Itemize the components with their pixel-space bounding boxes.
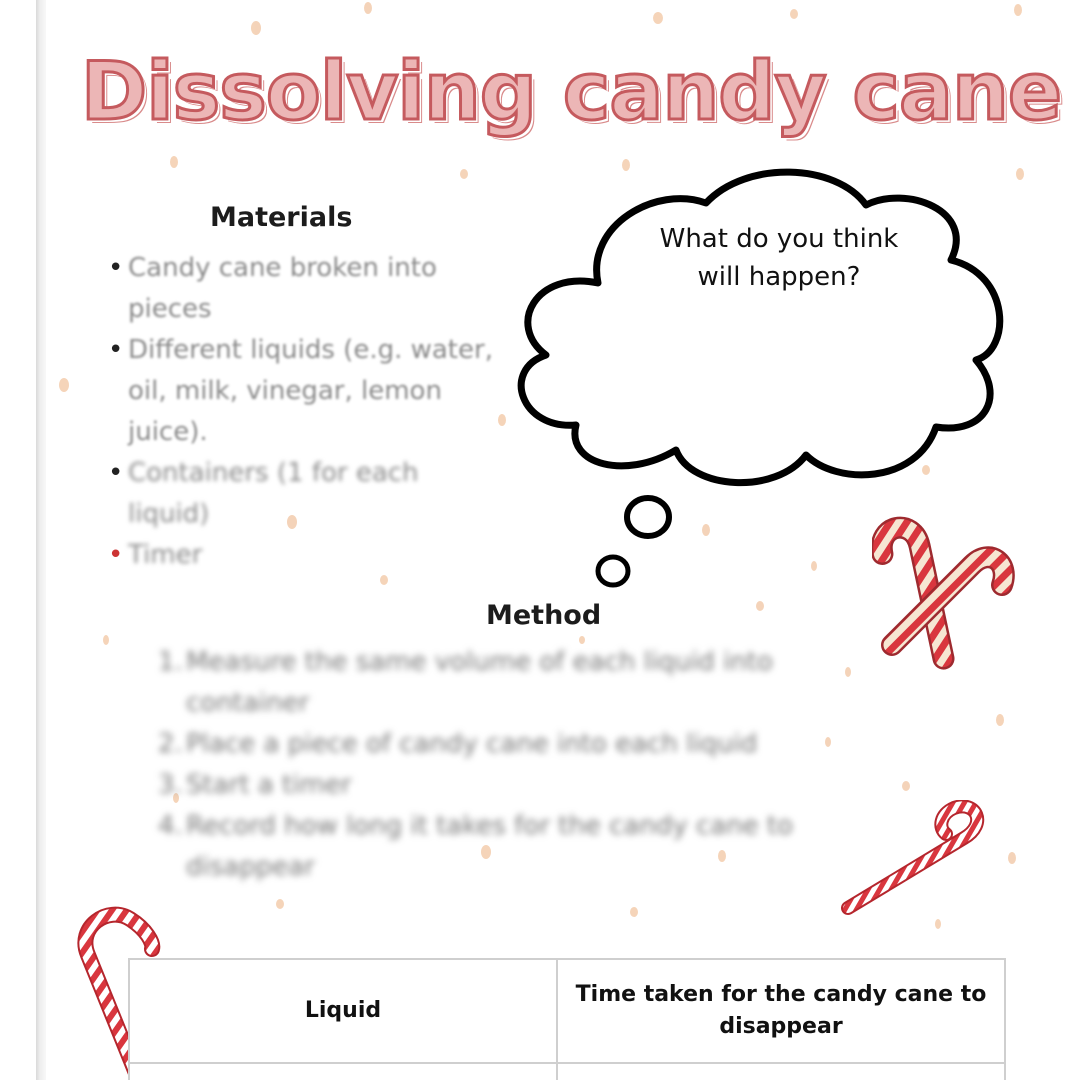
table-header-row bbox=[130, 960, 1004, 1064]
list-item: • Candy cane broken into pieces bbox=[128, 248, 508, 330]
viewer-margin bbox=[0, 0, 36, 1080]
list-item: • Different liquids (e.g. water, oil, milk, vinegar, lemon juice). bbox=[128, 330, 508, 453]
table-column-divider bbox=[556, 1062, 558, 1080]
materials-heading: Materials bbox=[210, 202, 353, 233]
list-item: 2. Place a piece of candy cane into each liquid bbox=[158, 729, 758, 759]
page-edge-shadow bbox=[36, 0, 46, 1080]
candy-cane-icon bbox=[836, 800, 996, 920]
bullet-icon: • bbox=[108, 458, 124, 488]
method-heading: Method bbox=[486, 600, 602, 631]
table-header-liquid: Liquid bbox=[130, 960, 558, 1062]
list-item: 4. Record how long it takes for the candy cane to disappear bbox=[158, 811, 794, 882]
results-table bbox=[128, 958, 1006, 1080]
method-steps bbox=[158, 642, 878, 888]
list-item: • Containers (1 for each liquid) bbox=[128, 453, 508, 535]
crossed-candy-canes-icon bbox=[872, 505, 1022, 675]
bullet-icon: • bbox=[108, 540, 124, 570]
list-item: 3. Start a timer bbox=[158, 770, 352, 800]
bullet-icon: • bbox=[108, 335, 124, 365]
worksheet-title: Dissolving candy cane bbox=[80, 45, 1062, 138]
thought-cloud-question: What do you think will happen? bbox=[659, 224, 899, 292]
materials-list bbox=[108, 248, 508, 576]
list-item: • Timer bbox=[128, 535, 508, 576]
table-header-time: Time taken for the candy cane to disappear bbox=[575, 982, 987, 1039]
list-item: 1. Measure the same volume of each liquid into container bbox=[158, 647, 773, 718]
bullet-icon: • bbox=[108, 253, 124, 283]
worksheet-page bbox=[46, 0, 1080, 1080]
